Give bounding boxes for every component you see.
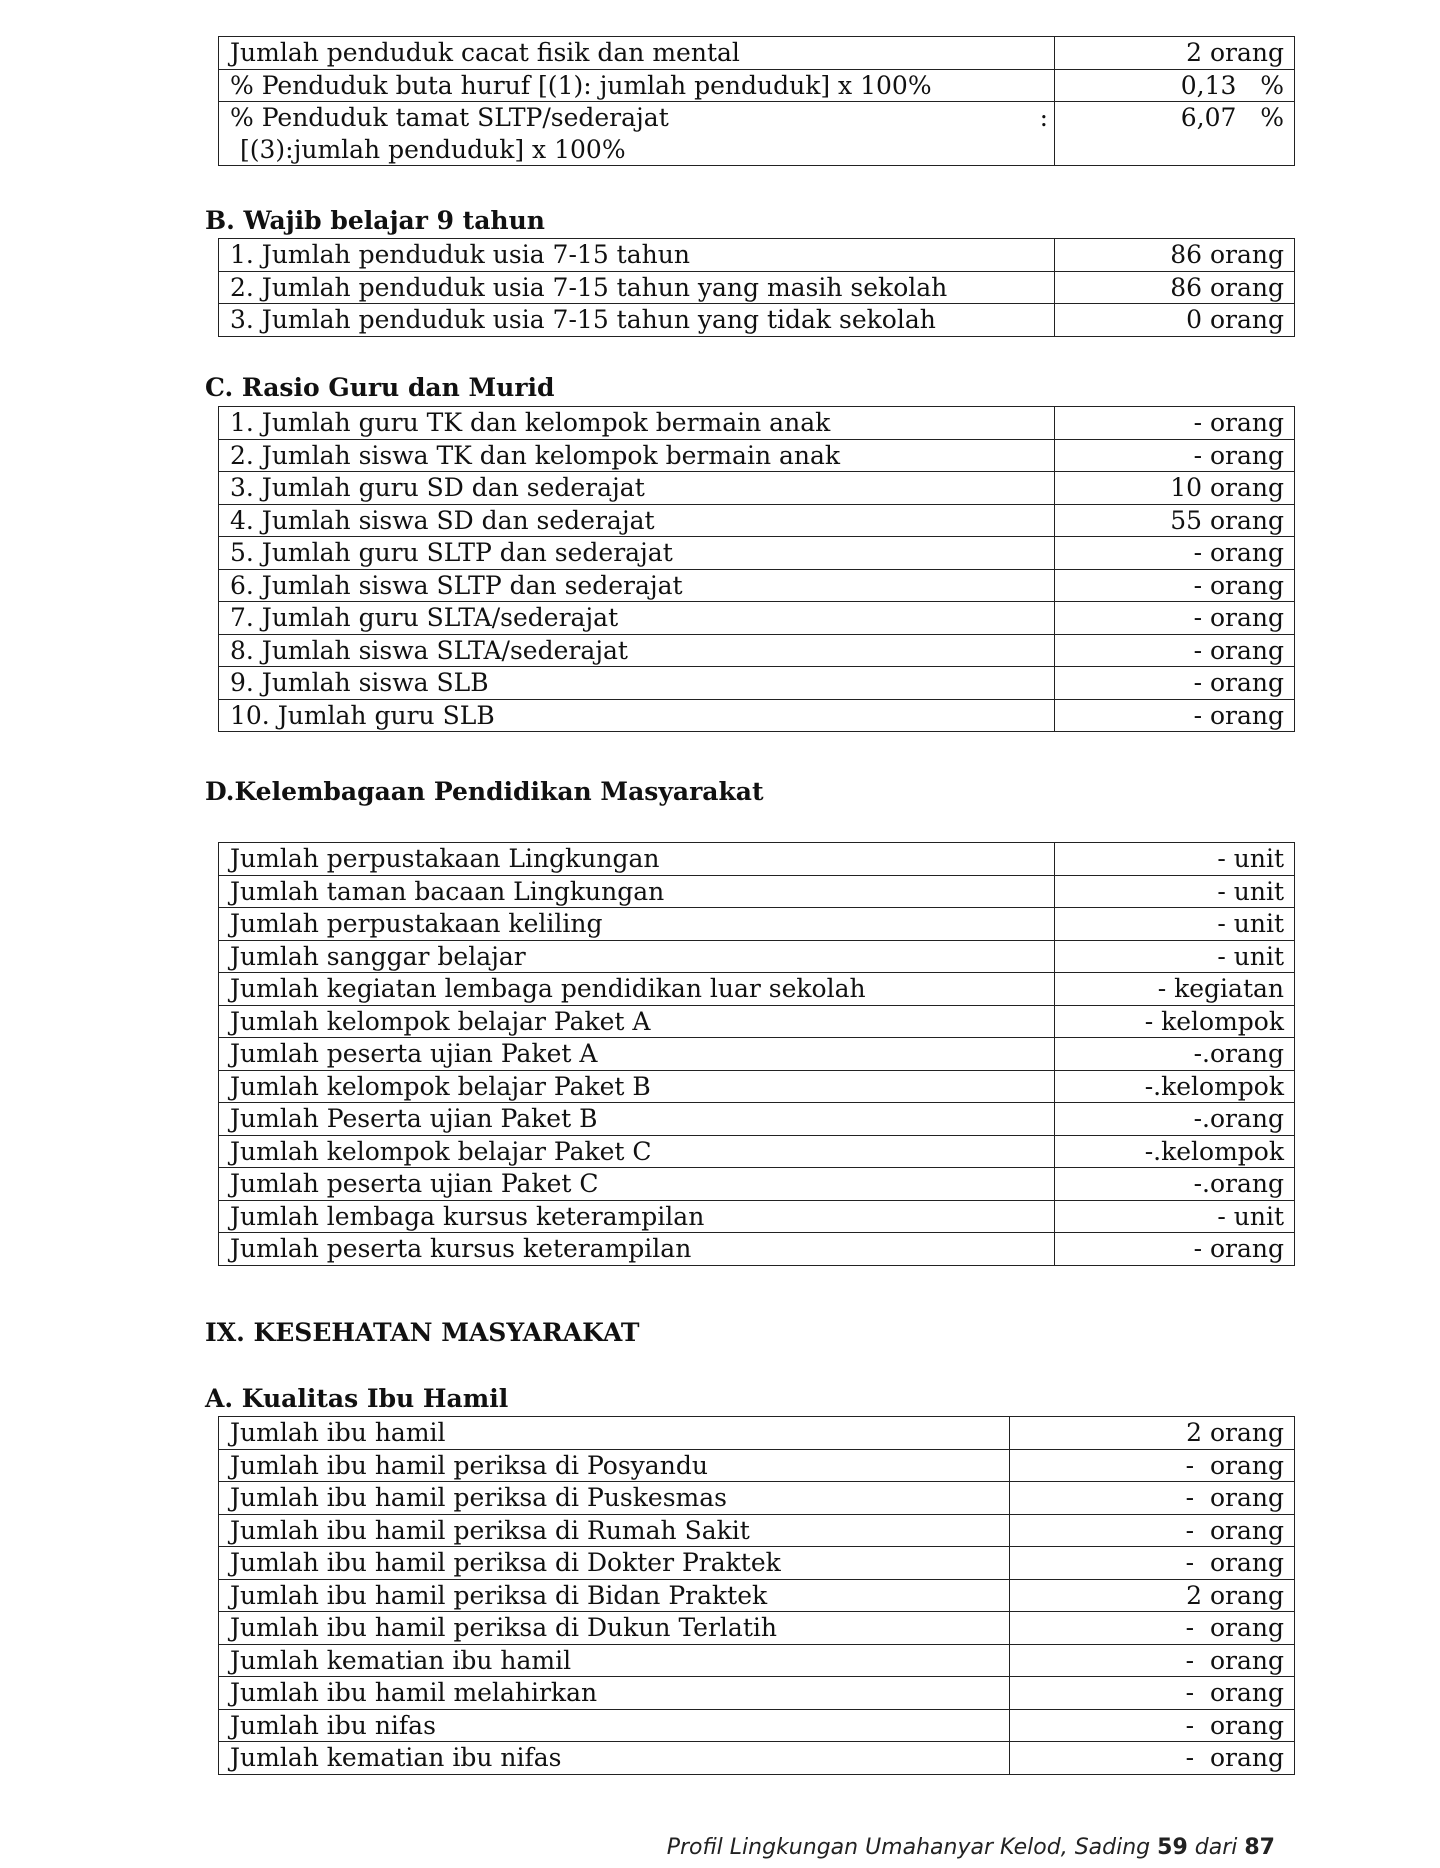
row-label: Jumlah kelompok belajar Paket A [219, 1005, 1055, 1038]
row-label-line2: [(3):jumlah penduduk] x 100% [240, 134, 626, 164]
row-value: - orang [1010, 1644, 1295, 1677]
table-row [219, 537, 1295, 570]
row-value: - orang [1010, 1709, 1295, 1742]
row-value: - orang [1055, 537, 1295, 570]
row-value: 86 orang [1055, 239, 1295, 272]
table-row [219, 439, 1295, 472]
row-value: 86 orang [1055, 271, 1295, 304]
section-b-table [218, 238, 1295, 337]
table-row [219, 407, 1295, 440]
row-label: Jumlah ibu nifas [219, 1709, 1010, 1742]
row-label: Jumlah ibu hamil periksa di Posyandu [219, 1449, 1010, 1482]
table-row [219, 1482, 1295, 1515]
table-row [219, 1709, 1295, 1742]
row-label: Jumlah peserta ujian Paket C [219, 1168, 1055, 1201]
row-label: 5. Jumlah guru SLTP dan sederajat [219, 537, 1055, 570]
table-row [219, 569, 1295, 602]
table-row [219, 1579, 1295, 1612]
row-value: - orang [1055, 634, 1295, 667]
row-label: 7. Jumlah guru SLTA/sederajat [219, 602, 1055, 635]
row-label: Jumlah Peserta ujian Paket B [219, 1103, 1055, 1136]
row-label: Jumlah lembaga kursus keterampilan [219, 1200, 1055, 1233]
row-label: Jumlah taman bacaan Lingkungan [219, 875, 1055, 908]
row-label: Jumlah penduduk cacat fisik dan mental [219, 37, 1055, 70]
row-value: -.orang [1055, 1038, 1295, 1071]
table-row [219, 1103, 1295, 1136]
table-row [219, 634, 1295, 667]
table-row [219, 843, 1295, 876]
row-value: -.orang [1055, 1168, 1295, 1201]
row-value: 2 orang [1010, 1579, 1295, 1612]
table-row [219, 699, 1295, 732]
row-value: - orang [1055, 1233, 1295, 1266]
section-d-heading: D.Kelembagaan Pendidikan Masyarakat [205, 777, 764, 806]
table-row [219, 1514, 1295, 1547]
table-row [219, 1038, 1295, 1071]
table-row [219, 1417, 1295, 1450]
table-row [219, 875, 1295, 908]
row-label: Jumlah ibu hamil periksa di Bidan Praktek [219, 1579, 1010, 1612]
row-label: Jumlah ibu hamil periksa di Dokter Praktek [219, 1547, 1010, 1580]
table-row [219, 69, 1295, 102]
table-row [219, 304, 1295, 337]
row-label: Jumlah ibu hamil periksa di Dukun Terlatih [219, 1612, 1010, 1645]
row-label: 2. Jumlah penduduk usia 7-15 tahun yang masih sekolah [219, 271, 1055, 304]
row-label: Jumlah kelompok belajar Paket B [219, 1070, 1055, 1103]
row-label: Jumlah kematian ibu nifas [219, 1742, 1010, 1775]
row-colon: : [1039, 103, 1048, 132]
table-row [219, 1233, 1295, 1266]
row-value: - orang [1010, 1449, 1295, 1482]
row-label: 3. Jumlah penduduk usia 7-15 tahun yang tidak sekolah [219, 304, 1055, 337]
table-row [219, 1742, 1295, 1775]
footer-of: dari [1194, 1835, 1238, 1860]
footer-title: Profil Lingkungan Umahanyar Kelod, Sading [666, 1835, 1151, 1860]
table-row [219, 667, 1295, 700]
row-label: 1. Jumlah penduduk usia 7-15 tahun [219, 239, 1055, 272]
table-row [219, 239, 1295, 272]
row-value: - orang [1010, 1742, 1295, 1775]
table-row [219, 908, 1295, 941]
row-value: - unit [1055, 940, 1295, 973]
row-label-line1: % Penduduk tamat SLTP/sederajat [230, 103, 669, 132]
row-value: - orang [1055, 602, 1295, 635]
table-row [219, 102, 1295, 166]
row-value: 6,07 % [1055, 102, 1295, 166]
chapter-ix-heading: IX. KESEHATAN MASYARAKAT [205, 1318, 640, 1347]
row-value: 0 orang [1055, 304, 1295, 337]
row-label: Jumlah perpustakaan Lingkungan [219, 843, 1055, 876]
row-value: -.kelompok [1055, 1070, 1295, 1103]
section-d-table [218, 842, 1295, 1266]
table-row [219, 1644, 1295, 1677]
table-row [219, 1135, 1295, 1168]
page-footer [667, 1835, 1275, 1860]
row-value: - orang [1010, 1677, 1295, 1710]
table-row [219, 1070, 1295, 1103]
row-value: - unit [1055, 843, 1295, 876]
section-b-heading: B. Wajib belajar 9 tahun [205, 206, 545, 235]
row-label: 1. Jumlah guru TK dan kelompok bermain anak [219, 407, 1055, 440]
row-value: 2 orang [1055, 37, 1295, 70]
row-label: % Penduduk buta huruf [(1): jumlah penduduk] x 100% [219, 69, 1055, 102]
row-value: - unit [1055, 1200, 1295, 1233]
row-value: 55 orang [1055, 504, 1295, 537]
footer-page-number: 59 [1157, 1835, 1188, 1860]
table-row [219, 37, 1295, 70]
section-ix-a-heading: A. Kualitas Ibu Hamil [205, 1384, 509, 1413]
row-label: Jumlah kegiatan lembaga pendidikan luar sekolah [219, 973, 1055, 1006]
table-row [219, 1612, 1295, 1645]
row-value: - orang [1055, 407, 1295, 440]
row-value: -.orang [1055, 1103, 1295, 1136]
row-value: - orang [1010, 1612, 1295, 1645]
row-value: - orang [1010, 1514, 1295, 1547]
table-row [219, 1200, 1295, 1233]
table-row [219, 1005, 1295, 1038]
row-label: Jumlah perpustakaan keliling [219, 908, 1055, 941]
table-row [219, 1449, 1295, 1482]
row-value: - unit [1055, 875, 1295, 908]
row-value: - orang [1055, 439, 1295, 472]
row-label: Jumlah ibu hamil periksa di Rumah Sakit [219, 1514, 1010, 1547]
table-row [219, 973, 1295, 1006]
row-value: 0,13 % [1055, 69, 1295, 102]
row-label: 3. Jumlah guru SD dan sederajat [219, 472, 1055, 505]
table-row [219, 1677, 1295, 1710]
row-label: Jumlah ibu hamil melahirkan [219, 1677, 1010, 1710]
row-label: Jumlah kematian ibu hamil [219, 1644, 1010, 1677]
table-row [219, 1547, 1295, 1580]
top-table [218, 36, 1295, 166]
row-value: -.kelompok [1055, 1135, 1295, 1168]
table-row [219, 1168, 1295, 1201]
table-row [219, 940, 1295, 973]
table-row [219, 472, 1295, 505]
row-value: - kegiatan [1055, 973, 1295, 1006]
footer-total-pages: 87 [1244, 1835, 1275, 1860]
row-label: 6. Jumlah siswa SLTP dan sederajat [219, 569, 1055, 602]
row-label: Jumlah ibu hamil periksa di Puskesmas [219, 1482, 1010, 1515]
row-value: - orang [1010, 1482, 1295, 1515]
row-value: - kelompok [1055, 1005, 1295, 1038]
row-label: Jumlah peserta kursus keterampilan [219, 1233, 1055, 1266]
section-ix-a-table [218, 1416, 1295, 1775]
row-value: - orang [1055, 569, 1295, 602]
table-row [219, 271, 1295, 304]
row-label: Jumlah peserta ujian Paket A [219, 1038, 1055, 1071]
row-label: Jumlah sanggar belajar [219, 940, 1055, 973]
row-value: - unit [1055, 908, 1295, 941]
row-label: Jumlah ibu hamil [219, 1417, 1010, 1450]
row-value: - orang [1055, 699, 1295, 732]
row-value: 10 orang [1055, 472, 1295, 505]
section-c-table [218, 406, 1295, 732]
table-row [219, 504, 1295, 537]
row-label: 4. Jumlah siswa SD dan sederajat [219, 504, 1055, 537]
row-value: - orang [1055, 667, 1295, 700]
table-row [219, 602, 1295, 635]
row-label: 8. Jumlah siswa SLTA/sederajat [219, 634, 1055, 667]
row-label: 9. Jumlah siswa SLB [219, 667, 1055, 700]
section-c-heading: C. Rasio Guru dan Murid [205, 373, 555, 402]
row-label: 10. Jumlah guru SLB [219, 699, 1055, 732]
row-label: Jumlah kelompok belajar Paket C [219, 1135, 1055, 1168]
row-value: 2 orang [1010, 1417, 1295, 1450]
row-label-multiline [219, 102, 1055, 166]
row-label: 2. Jumlah siswa TK dan kelompok bermain anak [219, 439, 1055, 472]
row-value: - orang [1010, 1547, 1295, 1580]
